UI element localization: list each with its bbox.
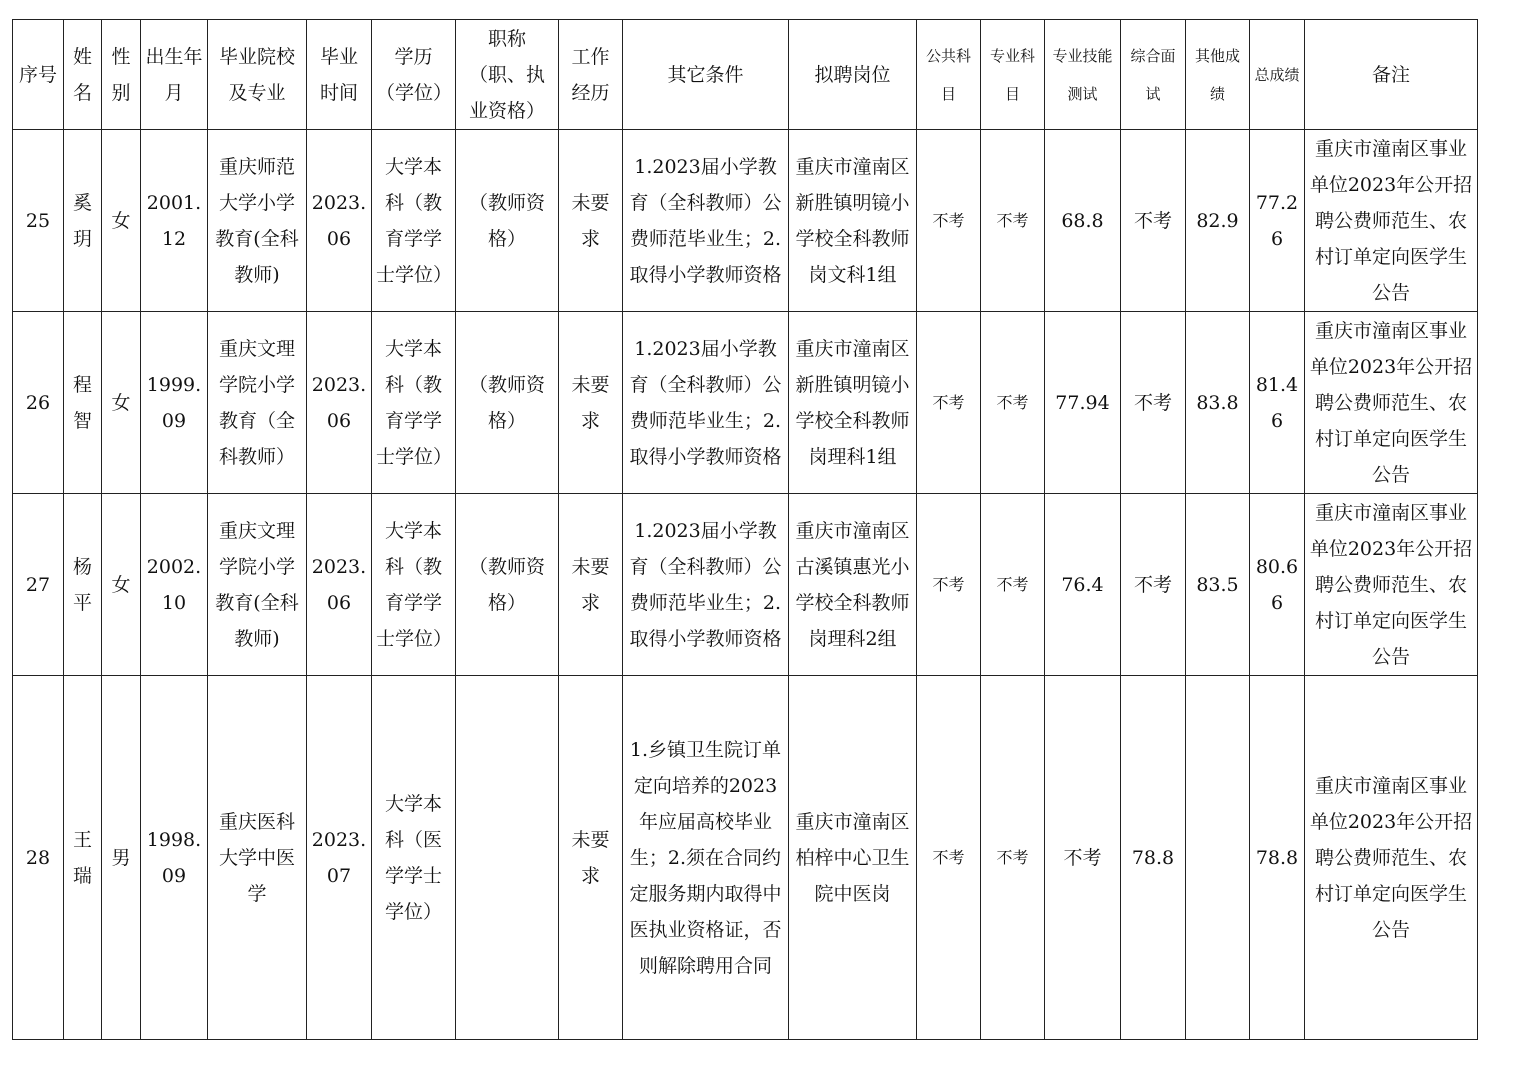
cell-other: 1.2023届小学教育（全科教师）公费师范毕业生；2.取得小学教师资格 (623, 312, 789, 494)
cell-title: （教师资格） (456, 130, 559, 312)
cell-major: 不考 (981, 494, 1045, 676)
cell-post: 重庆市潼南区新胜镇明镜小学校全科教师岗文科1组 (789, 130, 917, 312)
cell-name: 奚玥 (64, 130, 102, 312)
cell-school: 重庆文理学院小学教育(全科教师) (208, 494, 307, 676)
header-cell-other-score: 其他成绩 (1186, 20, 1250, 130)
header-cell-other: 其它条件 (623, 20, 789, 130)
cell-grad: 2023.06 (307, 130, 372, 312)
cell-degree: 大学本科（医学学士学位） (372, 676, 456, 1040)
cell-total: 80.66 (1250, 494, 1305, 676)
cell-public: 不考 (917, 312, 981, 494)
cell-name: 王瑞 (64, 676, 102, 1040)
cell-degree: 大学本科（教育学学士学位） (372, 494, 456, 676)
cell-school: 重庆医科大学中医学 (208, 676, 307, 1040)
cell-post: 重庆市潼南区新胜镇明镜小学校全科教师岗理科1组 (789, 312, 917, 494)
cell-interview: 不考 (1121, 494, 1186, 676)
cell-other: 1.乡镇卫生院订单定向培养的2023年应届高校毕业生；2.须在合同约定服务期内取得中医执业资格证，否则解除聘用合同 (623, 676, 789, 1040)
cell-birth: 1998.09 (141, 676, 208, 1040)
header-cell-total: 总成绩 (1250, 20, 1305, 130)
cell-name: 杨平 (64, 494, 102, 676)
header-cell-major: 专业科目 (981, 20, 1045, 130)
cell-no: 25 (13, 130, 64, 312)
cell-other: 1.2023届小学教育（全科教师）公费师范毕业生；2.取得小学教师资格 (623, 494, 789, 676)
table-row (13, 676, 1478, 1040)
cell-other-score: 83.5 (1186, 494, 1250, 676)
cell-title (456, 676, 559, 1040)
cell-skill: 68.8 (1045, 130, 1121, 312)
cell-public: 不考 (917, 676, 981, 1040)
cell-grad: 2023.07 (307, 676, 372, 1040)
cell-gender: 男 (102, 676, 141, 1040)
cell-total: 81.46 (1250, 312, 1305, 494)
cell-public: 不考 (917, 494, 981, 676)
table-row (13, 312, 1478, 494)
cell-degree: 大学本科（教育学学士学位） (372, 312, 456, 494)
cell-skill: 76.4 (1045, 494, 1121, 676)
header-cell-skill: 专业技能测试 (1045, 20, 1121, 130)
cell-remark: 重庆市潼南区事业单位2023年公开招聘公费师范生、农村订单定向医学生公告 (1305, 494, 1478, 676)
cell-school: 重庆师范大学小学教育(全科教师) (208, 130, 307, 312)
cell-total: 77.26 (1250, 130, 1305, 312)
cell-remark: 重庆市潼南区事业单位2023年公开招聘公费师范生、农村订单定向医学生公告 (1305, 676, 1478, 1040)
table-row (13, 494, 1478, 676)
cell-birth: 2001.12 (141, 130, 208, 312)
cell-remark: 重庆市潼南区事业单位2023年公开招聘公费师范生、农村订单定向医学生公告 (1305, 312, 1478, 494)
cell-skill: 77.94 (1045, 312, 1121, 494)
cell-post: 重庆市潼南区柏梓中心卫生院中医岗 (789, 676, 917, 1040)
cell-gender: 女 (102, 312, 141, 494)
cell-no: 26 (13, 312, 64, 494)
table-row (13, 130, 1478, 312)
header-cell-gender: 性别 (102, 20, 141, 130)
cell-interview: 不考 (1121, 130, 1186, 312)
cell-grad: 2023.06 (307, 312, 372, 494)
cell-public: 不考 (917, 130, 981, 312)
cell-school: 重庆文理学院小学教育（全科教师） (208, 312, 307, 494)
header-cell-degree: 学历（学位） (372, 20, 456, 130)
cell-skill: 不考 (1045, 676, 1121, 1040)
cell-interview: 不考 (1121, 312, 1186, 494)
cell-interview: 78.8 (1121, 676, 1186, 1040)
cell-other-score: 83.8 (1186, 312, 1250, 494)
cell-birth: 1999.09 (141, 312, 208, 494)
cell-other-score (1186, 676, 1250, 1040)
header-cell-public: 公共科目 (917, 20, 981, 130)
cell-degree: 大学本科（教育学学士学位） (372, 130, 456, 312)
cell-major: 不考 (981, 130, 1045, 312)
cell-experience: 未要求 (559, 130, 623, 312)
header-cell-grad: 毕业时间 (307, 20, 372, 130)
header-cell-birth: 出生年月 (141, 20, 208, 130)
cell-post: 重庆市潼南区古溪镇惠光小学校全科教师岗理科2组 (789, 494, 917, 676)
header-cell-post: 拟聘岗位 (789, 20, 917, 130)
header-cell-title: 职称（职、执业资格） (456, 20, 559, 130)
candidate-table (12, 19, 1478, 1040)
header-cell-name: 姓名 (64, 20, 102, 130)
cell-major: 不考 (981, 312, 1045, 494)
cell-no: 27 (13, 494, 64, 676)
cell-no: 28 (13, 676, 64, 1040)
cell-gender: 女 (102, 130, 141, 312)
cell-title: （教师资格） (456, 312, 559, 494)
header-cell-remark: 备注 (1305, 20, 1478, 130)
cell-birth: 2002.10 (141, 494, 208, 676)
cell-other: 1.2023届小学教育（全科教师）公费师范毕业生；2.取得小学教师资格 (623, 130, 789, 312)
header-cell-experience: 工作经历 (559, 20, 623, 130)
cell-name: 程智 (64, 312, 102, 494)
cell-total: 78.8 (1250, 676, 1305, 1040)
cell-title: （教师资格） (456, 494, 559, 676)
cell-grad: 2023.06 (307, 494, 372, 676)
header-row (13, 20, 1478, 130)
cell-remark: 重庆市潼南区事业单位2023年公开招聘公费师范生、农村订单定向医学生公告 (1305, 130, 1478, 312)
header-cell-interview: 综合面试 (1121, 20, 1186, 130)
header-cell-school: 毕业院校及专业 (208, 20, 307, 130)
cell-other-score: 82.9 (1186, 130, 1250, 312)
cell-experience: 未要求 (559, 676, 623, 1040)
header-cell-no: 序号 (13, 20, 64, 130)
cell-experience: 未要求 (559, 494, 623, 676)
cell-major: 不考 (981, 676, 1045, 1040)
cell-gender: 女 (102, 494, 141, 676)
cell-experience: 未要求 (559, 312, 623, 494)
